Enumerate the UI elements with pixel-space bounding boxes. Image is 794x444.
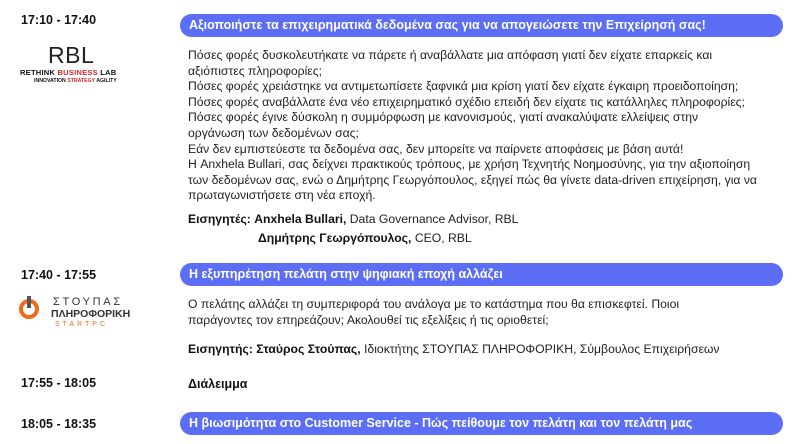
speakers-label: Εισηγητής: — [188, 342, 253, 356]
description-line: πρωταγωνιστήσετε στη νέα εποχή. — [188, 188, 376, 203]
speakers-line — [188, 342, 720, 356]
power-icon-bar — [27, 296, 31, 308]
rbl-logo-tagline: INNOVATION STRATEGY AGILITY — [34, 78, 117, 84]
session-title-bar: Αξιοποιήστε τα επιχειρηματικά δεδομένα σας για να απογειώσετε την Επιχείρησή σας! — [180, 14, 783, 37]
description-line: αξιόπιστες πληροφορίες; — [188, 63, 322, 78]
session-time: 17:55 - 18:05 — [21, 376, 97, 390]
speaker-role: Ιδιοκτήτης ΣΤΟΥΠΑΣ ΠΛΗΡΟΦΟΡΙΚΗ, Σύμβουλος Επιχειρήσεων — [364, 342, 720, 356]
description-line: Εάν δεν εμπιστεύεστε τα δεδομένα σας, δεν μπορείτε να παίρνετε αποφάσεις με βάση αυτά! — [188, 141, 684, 156]
session-time: 18:05 - 18:35 — [21, 417, 97, 431]
session-title-bar: Η εξυπηρέτηση πελάτη στην ψηφιακή εποχή αλλάζει — [180, 263, 783, 286]
stoupas-logo — [19, 296, 169, 334]
description-line: Η Anxhela Bullari, σας δείχνει πρακτικούς τρόπους, με χρήση Τεχνητής Νοημοσύνης, για την αξιοποίηση — [188, 157, 751, 172]
description-line: Πόσες φορές δυσκολευτήκατε να πάρετε ή αναβάλλατε μια απόφαση γιατί δεν είχατε επαρκείς και — [188, 48, 713, 62]
description-line: Πόσες φορές έγινε δύσκολη η συμμόρφωση με κανονισμούς, γιατί ανακαλύψατε ελλείψεις στην — [188, 110, 699, 125]
rbl-logo-name: RETHINK BUSINESS LAB — [20, 68, 117, 77]
speaker-name: Δημήτρης Γεωργόπουλος, — [258, 231, 412, 245]
session-description — [188, 48, 778, 204]
speaker-name: Anxhela Bullari, — [254, 212, 347, 226]
session-time: 17:40 - 17:55 — [21, 268, 97, 282]
stoupas-logo-line2: ΠΛΗΡΟΦΟΡΙΚΗ — [51, 308, 131, 320]
description-line: Ο πελάτης αλλάζει τη συμπεριφορά του ανάλογα με το κατάστημα που θα επισκεφτεί. Ποιοι — [188, 297, 680, 311]
speaker-role: CEO, RBL — [414, 231, 472, 245]
speakers-label: Εισηγητές: — [188, 212, 251, 226]
break-label: Διάλειμμα — [188, 377, 248, 391]
speaker-name: Σταύρος Στούπας, — [256, 342, 361, 356]
description-line: Πόσες φορές αναβάλλατε ένα νέο επιχειρηματικό σχέδιο επειδή δεν είχατε τις κατάλληλες πληροφορίες; — [188, 94, 745, 109]
stoupas-logo-line3: STARTPC — [55, 321, 109, 328]
speaker-role: Data Governance Advisor, RBL — [349, 212, 519, 226]
description-line: των δεδομένων σας, ενώ ο Δημήτρης Γεωργόπουλος, εξηγεί πώς θα γίνετε data-driven επιχείρηση, για να — [188, 172, 757, 187]
description-line: παράγοντες τον επηρεάζουν; Ακολουθεί τις εξελίξεις ή τις οριοθετεί; — [188, 312, 549, 327]
session-description — [188, 297, 778, 328]
rbl-logo — [20, 40, 160, 90]
session-title-bar: Η βιωσιμότητα στο Customer Service - Πώς πείθουμε τον πελάτη και τον πελάτη μας — [180, 412, 783, 435]
stoupas-logo-line1: ΣΤΟΥΠΑΣ — [53, 296, 123, 308]
speakers-line — [258, 231, 472, 245]
rbl-logo-mark: RBL — [48, 42, 95, 68]
description-line: οργάνωση των δεδομένων σας; — [188, 125, 359, 140]
session-time: 17:10 - 17:40 — [21, 13, 97, 27]
speakers-line — [188, 212, 518, 226]
description-line: Πόσες φορές χρειάστηκε να αντιμετωπίσετε ξαφνικά μια κρίση γιατί δεν είχατε έγκαιρη προειδοποίηση; — [188, 79, 739, 94]
